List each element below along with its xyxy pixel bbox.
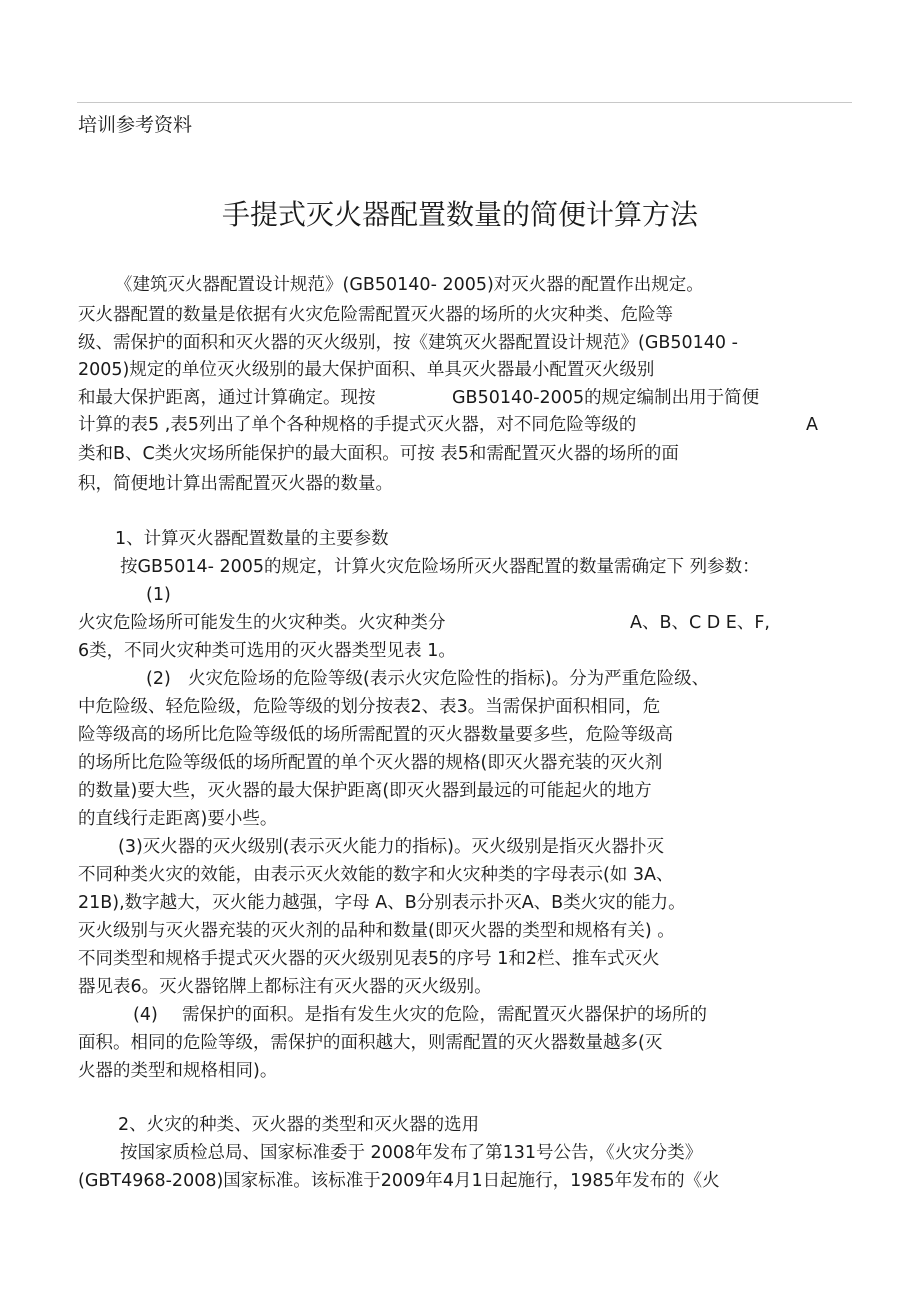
- text-line: 火器的类型和规格相同)。: [78, 1061, 278, 1081]
- text-line: 类和B、C类火灾场所能保护的最大面积。可按 表5和需配置灭火器的场所的面: [78, 444, 679, 464]
- text-line: 6类，不同火灾种类可选用的灭火器类型见表 1。: [78, 641, 456, 661]
- text-line: (GBT4968-2008)国家标准。该标准于2009年4月1日起施行，1985年发布的《火: [78, 1171, 720, 1191]
- text-line: 计算的表5 ,表5列出了单个各种规格的手提式灭火器，对不同危险等级的: [78, 415, 637, 435]
- text-line: 《建筑灭火器配置设计规范》(GB50140- 2005)对灭火器的配置作出规定。: [115, 275, 704, 295]
- text-line: 级、需保护的面积和灭火器的灭火级别，按《建筑灭火器配置设计规范》(GB50140 -: [78, 333, 738, 353]
- text-line: 险等级高的场所比危险等级低的场所需配置的灭火器数量要多些，危险等级高: [78, 725, 673, 745]
- text-line: 面积。相同的危险等级，需保护的面积越大，则需配置的灭火器数量越多(灭: [78, 1033, 663, 1053]
- text-line: 按GB5014- 2005的规定，计算火灾危险场所灭火器配置的数量需确定下 列参数：: [120, 557, 760, 577]
- page-header: 培训参考资料: [78, 114, 193, 136]
- text-line: 按国家质检总局、国家标准委于 2008年发布了第131号公告，《火灾分类》: [120, 1143, 703, 1163]
- text-line: 火灾危险场所可能发生的火灾种类。火灾种类分: [78, 613, 446, 633]
- text-line: (2): [146, 669, 171, 689]
- text-line: 灭火器配置的数量是依据有火灾危险需配置灭火器的场所的火灾种类、危险等: [78, 305, 673, 325]
- text-line: 的数量)要大些，灭火器的最大保护距离(即灭火器到最远的可能起火的地方: [78, 781, 652, 801]
- text-line: GB50140-2005的规定编制出用于简便: [452, 388, 760, 408]
- text-line: A、B、C D E、F,: [630, 613, 770, 633]
- text-line: 灭火级别与灭火器充装的灭火剂的品种和数量(即灭火器的类型和规格有关) 。: [78, 921, 675, 941]
- text-line: (1): [146, 585, 171, 605]
- header-divider: [77, 102, 852, 103]
- document-title: 手提式灭火器配置数量的简便计算方法: [221, 198, 698, 231]
- section-heading: 1、计算灭火器配置数量的主要参数: [115, 529, 389, 549]
- text-line: 21B),数字越大，灭火能力越强，字母 A、B分别表示扑灭A、B类火灾的能力。: [78, 893, 686, 913]
- text-line: 需保护的面积。是指有发生火灾的危险，需配置灭火器保护的场所的: [182, 1005, 707, 1025]
- text-line: 中危险级、轻危险级，危险等级的划分按表2、表3。当需保护面积相同，危: [78, 697, 661, 717]
- text-line: A: [806, 415, 818, 435]
- text-line: 器见表6。灭火器铭牌上都标注有灭火器的灭火级别。: [78, 977, 492, 997]
- text-line: 2005)规定的单位灭火级别的最大保护面积、单具灭火器最小配置灭火级别: [78, 360, 655, 380]
- text-line: 火灾危险场的危险等级(表示火灾危险性的指标)。分为严重危险级、: [188, 669, 710, 689]
- text-line: 不同类型和规格手提式灭火器的灭火级别见表5的序号 1和2栏、推车式灭火: [78, 949, 660, 969]
- section-heading: 2、火灾的种类、灭火器的类型和灭火器的选用: [118, 1115, 480, 1135]
- text-line: 的直线行走距离)要小些。: [78, 809, 278, 829]
- text-line: 的场所比危险等级低的场所配置的单个灭火器的规格(即灭火器充装的灭火剂: [78, 753, 663, 773]
- text-line: 和最大保护距离，通过计算确定。现按: [78, 388, 376, 408]
- text-line: 积，简便地计算出需配置灭火器的数量。: [78, 474, 393, 494]
- text-line: 不同种类火灾的效能，由表示灭火效能的数字和火灾种类的字母表示(如 3A、: [78, 865, 674, 885]
- text-line: (3)灭火器的灭火级别(表示灭火能力的指标)。灭火级别是指灭火器扑灭: [118, 837, 664, 857]
- text-line: (4): [133, 1005, 158, 1025]
